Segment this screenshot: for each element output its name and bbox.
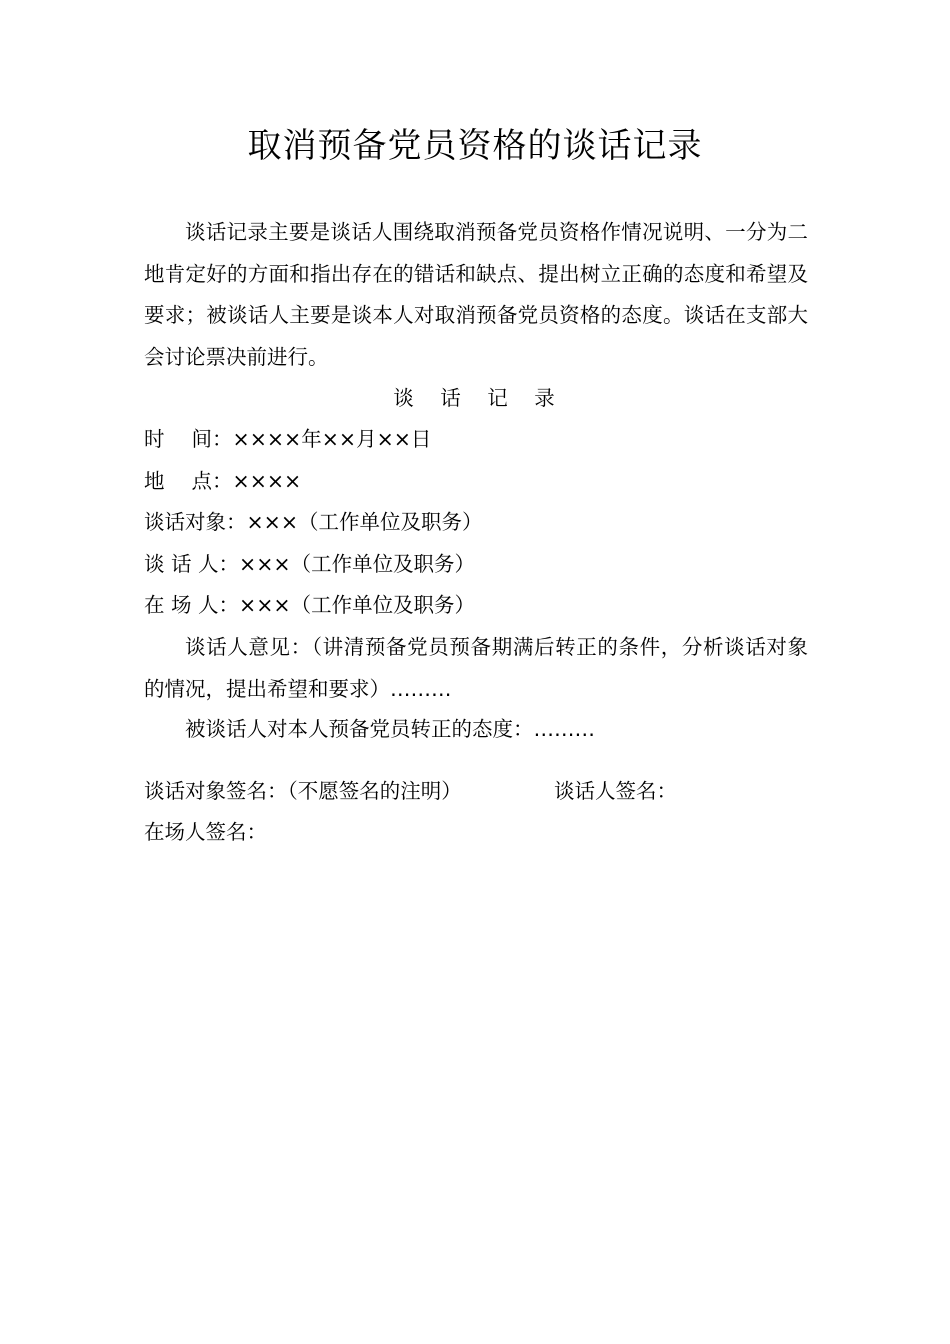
present-signature-label: 在场人签名：: [144, 820, 267, 844]
field-time: 时 间：××××年××月××日: [144, 427, 432, 451]
target-attitude-paragraph: 被谈话人对本人预备党员转正的态度：………: [185, 717, 595, 741]
target-signature-label: 谈话对象签名：（不愿签名的注明）: [144, 779, 462, 803]
intro-paragraph: 谈话记录主要是谈话人围绕取消预备党员资格作情况说明、一分为二地肯定好的方面和指出存在的错话和缺点、提出树立正确的态度和希望及要求；被谈话人主要是谈本人对取消预备党员资格的态度。谈话在支部大会讨论票决前进行。: [144, 220, 808, 369]
talker-signature-label: 谈话人签名：: [554, 779, 677, 803]
field-target: 谈话对象：×××（工作单位及职务）: [144, 510, 483, 534]
field-present: 在 场 人：×××（工作单位及职务）: [144, 593, 476, 617]
field-talker: 谈 话 人：×××（工作单位及职务）: [144, 552, 476, 576]
section-heading: 谈 话 记 录: [393, 386, 565, 410]
document-title: 取消预备党员资格的谈话记录: [247, 126, 703, 166]
talker-opinion-paragraph: 谈话人意见：（讲清预备党员预备期满后转正的条件，分析谈话对象的情况，提出希望和要求）………: [144, 635, 808, 701]
field-place: 地 点：××××: [144, 469, 302, 493]
